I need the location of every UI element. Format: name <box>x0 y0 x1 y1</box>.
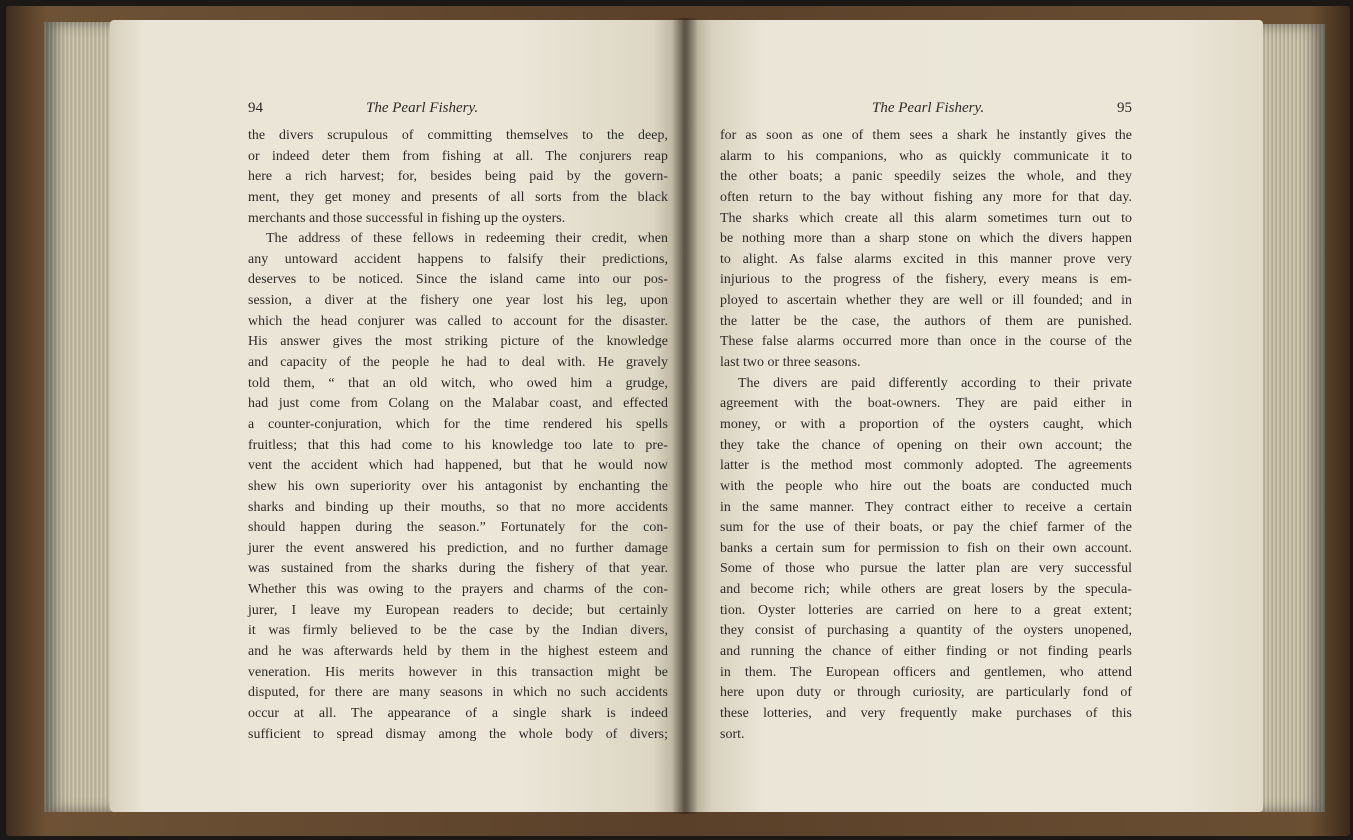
text-line: they take the chance of opening on their own account; the <box>720 437 1132 453</box>
left-page-number: 94 <box>248 100 263 116</box>
right-page-header <box>720 100 1132 122</box>
text-line: banks a certain sum for permission to fish on their own account. <box>720 540 1132 556</box>
text-line: for as soon as one of them sees a shark he instantly gives the <box>720 128 1132 143</box>
text-line: agreement with the boat-owners. They are paid either in <box>720 396 1132 412</box>
text-line: had just come from Colang on the Malabar coast, and effected <box>248 396 668 412</box>
right-page-text <box>720 126 1132 745</box>
left-page-text <box>248 126 668 745</box>
text-line: and he was afterwards held by them in the highest esteem and <box>248 644 668 660</box>
text-line: sort. <box>720 726 745 742</box>
text-line: in the same manner. They contract either to receive a certain <box>720 499 1132 515</box>
text-line: injurious to the progress of the fishery, every means is em- <box>720 272 1132 288</box>
text-line: merchants and those successful in fishing up the oysters. <box>248 210 566 226</box>
text-line: ment, they get money and presents of all sorts from the black <box>248 189 668 205</box>
text-line: Some of those who pursue the latter plan are very successful <box>720 561 1132 577</box>
text-line: any untoward accident happens to falsify their predictions, <box>248 251 668 267</box>
text-line: His answer gives the most striking picture of the knowledge <box>248 334 668 350</box>
left-page-header <box>248 100 668 122</box>
text-line: told them, “ that an old witch, who owed him a grudge, <box>248 375 668 391</box>
text-line: jurer, I leave my European readers to decide; but certainly <box>248 602 668 618</box>
text-line: and capacity of the people he had to deal with. He gravely <box>248 355 668 371</box>
text-line: and running the chance of either finding or not finding pearls <box>720 644 1132 660</box>
text-line: The divers are paid differently according to their private <box>738 375 1132 391</box>
text-line: Whether this was owing to the prayers and charms of the con- <box>248 582 668 598</box>
right-running-title: The Pearl Fishery. <box>872 100 985 116</box>
text-line: with the people who hire out the boats are conducted much <box>720 478 1132 494</box>
text-line: vent the accident which had happened, but that he would now <box>248 458 668 474</box>
text-line: the other boats; a panic speedily seizes the whole, and they <box>720 169 1132 185</box>
book-gutter <box>672 18 698 814</box>
text-line: disputed, for there are many seasons in which no such accidents <box>248 685 668 701</box>
text-line: last two or three seasons. <box>720 355 861 371</box>
text-line: money, or with a proportion of the oysters caught, which <box>720 416 1132 432</box>
right-page-number: 95 <box>1117 100 1132 116</box>
text-line: shew his own superiority over his antagonist by enchanting the <box>248 478 668 494</box>
text-line: they consist of purchasing a quantity of the oysters unopened, <box>720 623 1132 639</box>
text-line: the latter be the case, the authors of them are punished. <box>720 313 1132 329</box>
text-line: sufficient to spread dismay among the whole body of divers; <box>248 726 668 742</box>
text-line: sum for the use of their boats, or pay the chief farmer of the <box>720 520 1132 536</box>
text-line: which the head conjurer was called to account for the disaster. <box>248 313 668 329</box>
text-line: be nothing more than a sharp stone on which the divers happen <box>720 231 1132 247</box>
text-line: the divers scrupulous of committing themselves to the deep, <box>248 128 668 143</box>
text-line: deserves to be noticed. Since the island came into our pos- <box>248 272 668 288</box>
right-page-edges <box>1255 24 1325 812</box>
text-line: latter is the method most commonly adopted. The agreements <box>720 458 1132 474</box>
text-line: alarm to his companions, who as quickly communicate it to <box>720 148 1132 164</box>
text-line: and become rich; while others are great losers by the specula- <box>720 582 1132 598</box>
text-line: should happen during the season.” Fortunately for the con- <box>248 520 668 536</box>
text-line: jurer the event answered his prediction, and no further damage <box>248 540 668 556</box>
text-line: fruitless; that this had come to his knowledge too late to pre- <box>248 437 668 453</box>
text-line: occur at all. The appearance of a single shark is indeed <box>248 705 668 721</box>
left-running-title: The Pearl Fishery. <box>366 100 479 116</box>
text-line: tion. Oyster lotteries are carried on here to a great extent; <box>720 602 1132 618</box>
text-line: The sharks which create all this alarm sometimes turn out to <box>720 210 1132 226</box>
text-line: here upon duty or through curiosity, are particularly fond of <box>720 685 1132 701</box>
text-line: or indeed deter them from fishing at all. The conjurers reap <box>248 148 668 164</box>
text-line: was sustained from the sharks during the fishery of that year. <box>248 561 668 577</box>
text-line: session, a diver at the fishery one year lost his leg, upon <box>248 293 668 309</box>
text-line: The address of these fellows in redeeming their credit, when <box>266 231 668 247</box>
text-line: it was firmly believed to be the case by the Indian divers, <box>248 623 668 639</box>
text-line: a counter-conjuration, which for the time rendered his spells <box>248 416 668 432</box>
text-line: veneration. His merits however in this transaction might be <box>248 664 668 680</box>
text-line: sharks and binding up their mouths, so that no more accidents <box>248 499 668 515</box>
text-line: ployed to ascertain whether they are well or ill founded; and in <box>720 293 1132 309</box>
text-line: these lotteries, and very frequently make purchases of this <box>720 705 1132 721</box>
text-line: in them. The European officers and gentlemen, who attend <box>720 664 1132 680</box>
text-line: to alight. As false alarms excited in this manner prove very <box>720 251 1132 267</box>
text-line: often return to the bay without fishing any more for that day. <box>720 189 1132 205</box>
text-line: here a rich harvest; for, besides being paid by the govern- <box>248 169 668 185</box>
text-line: These false alarms occurred more than once in the course of the <box>720 334 1132 350</box>
